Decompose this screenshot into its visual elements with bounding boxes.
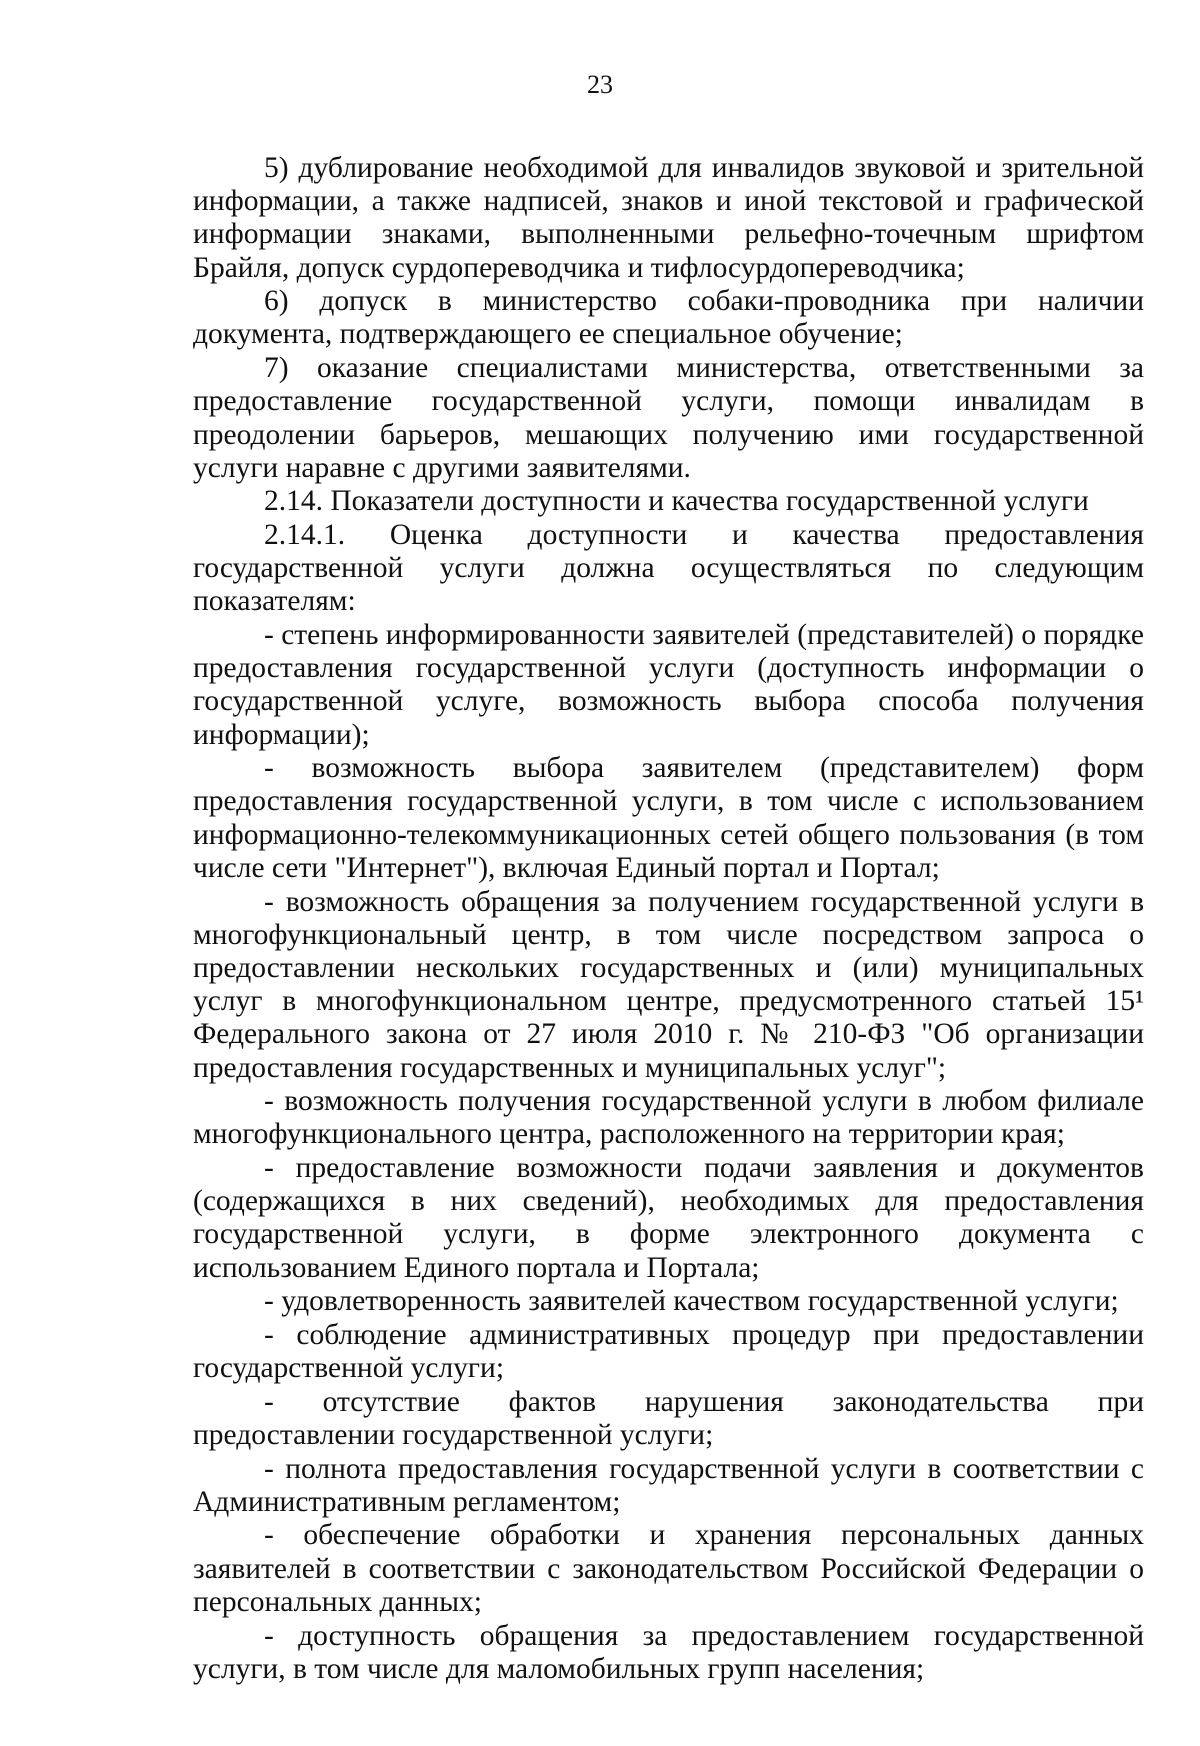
indicator-item: - отсутствие фактов нарушения законодательства при предоставлении государственной услуги;: [193, 1385, 1144, 1451]
indicator-item: - соблюдение административных процедур при предоставлении государственной услуги;: [193, 1318, 1144, 1385]
indicator-item: - возможность обращения за получением государственной услуги в многофункциональный центр, в том числе посредством запроса о предоставлении нескольких государственных и (или) муниципальных услуг в многофункциональном центре, предусмотренного статьей 15¹ Федерального закона от 27 июля 2010 г. № 210-ФЗ "Об организации предоставления государственных и муниципальных услуг";: [193, 885, 1144, 1084]
indicator-item: - предоставление возможности подачи заявления и документов (содержащихся в них сведений), необходимых для предоставления государственной услуги, в форме электронного документа с использованием Единого портала и Портала;: [193, 1152, 1144, 1284]
indicator-item: - степень информированности заявителей (представителей) о порядке предоставления государственной услуги (доступность информации о государственной услуге, возможность выбора способа получения информации);: [193, 619, 1145, 751]
section-heading-2-14: 2.14. Показатели доступности и качества государственной услуги: [264, 485, 1089, 518]
indicator-item: - полнота предоставления государственной услуги в соответствии с Административным регламентом;: [193, 1452, 1144, 1518]
indicator-item: - возможность выбора заявителем (представителем) форм предоставления государственной услуги, в том числе с использованием информационно-телекоммуникационных сетей общего пользования (в том числе сети "Интернет"), включая Единый портал и Портал;: [193, 752, 1144, 884]
document-body: [193, 152, 1144, 1686]
indicator-item: - доступность обращения за предоставлением государственной услуги, в том числе для маломобильных групп населения;: [193, 1619, 1144, 1685]
indicator-item: - возможность получения государственной услуги в любом филиале многофункционального центра, расположенного на территории края;: [193, 1085, 1144, 1151]
indicator-item: - удовлетворенность заявителей качеством государственной услуги;: [264, 1285, 1119, 1318]
paragraph-item-5: 5) дублирование необходимой для инвалидов звуковой и зрительной информации, а также надписей, знаков и иной текстовой и графической информации знаками, выполненными рельефно-точечным шрифтом Брайля, допуск сурдопереводчика и тифлосурдопереводчика;: [193, 152, 1144, 284]
paragraph-item-6: 6) допуск в министерство собаки-проводника при наличии документа, подтверждающего ее специальное обучение;: [193, 285, 1144, 351]
page-number: 23: [587, 70, 613, 99]
indicator-item: - обеспечение обработки и хранения персональных данных заявителей в соответствии с законодательством Российской Федерации о персональных данных;: [193, 1519, 1144, 1618]
paragraph-2-14-1: 2.14.1. Оценка доступности и качества предоставления государственной услуги должна осуществляться по следующим показателям:: [193, 518, 1144, 618]
paragraph-item-7: 7) оказание специалистами министерства, ответственными за предоставление государственной услуги, помощи инвалидам в преодолении барьеров, мешающих получению ими государственной услуги наравне с другими заявителями.: [193, 352, 1144, 484]
